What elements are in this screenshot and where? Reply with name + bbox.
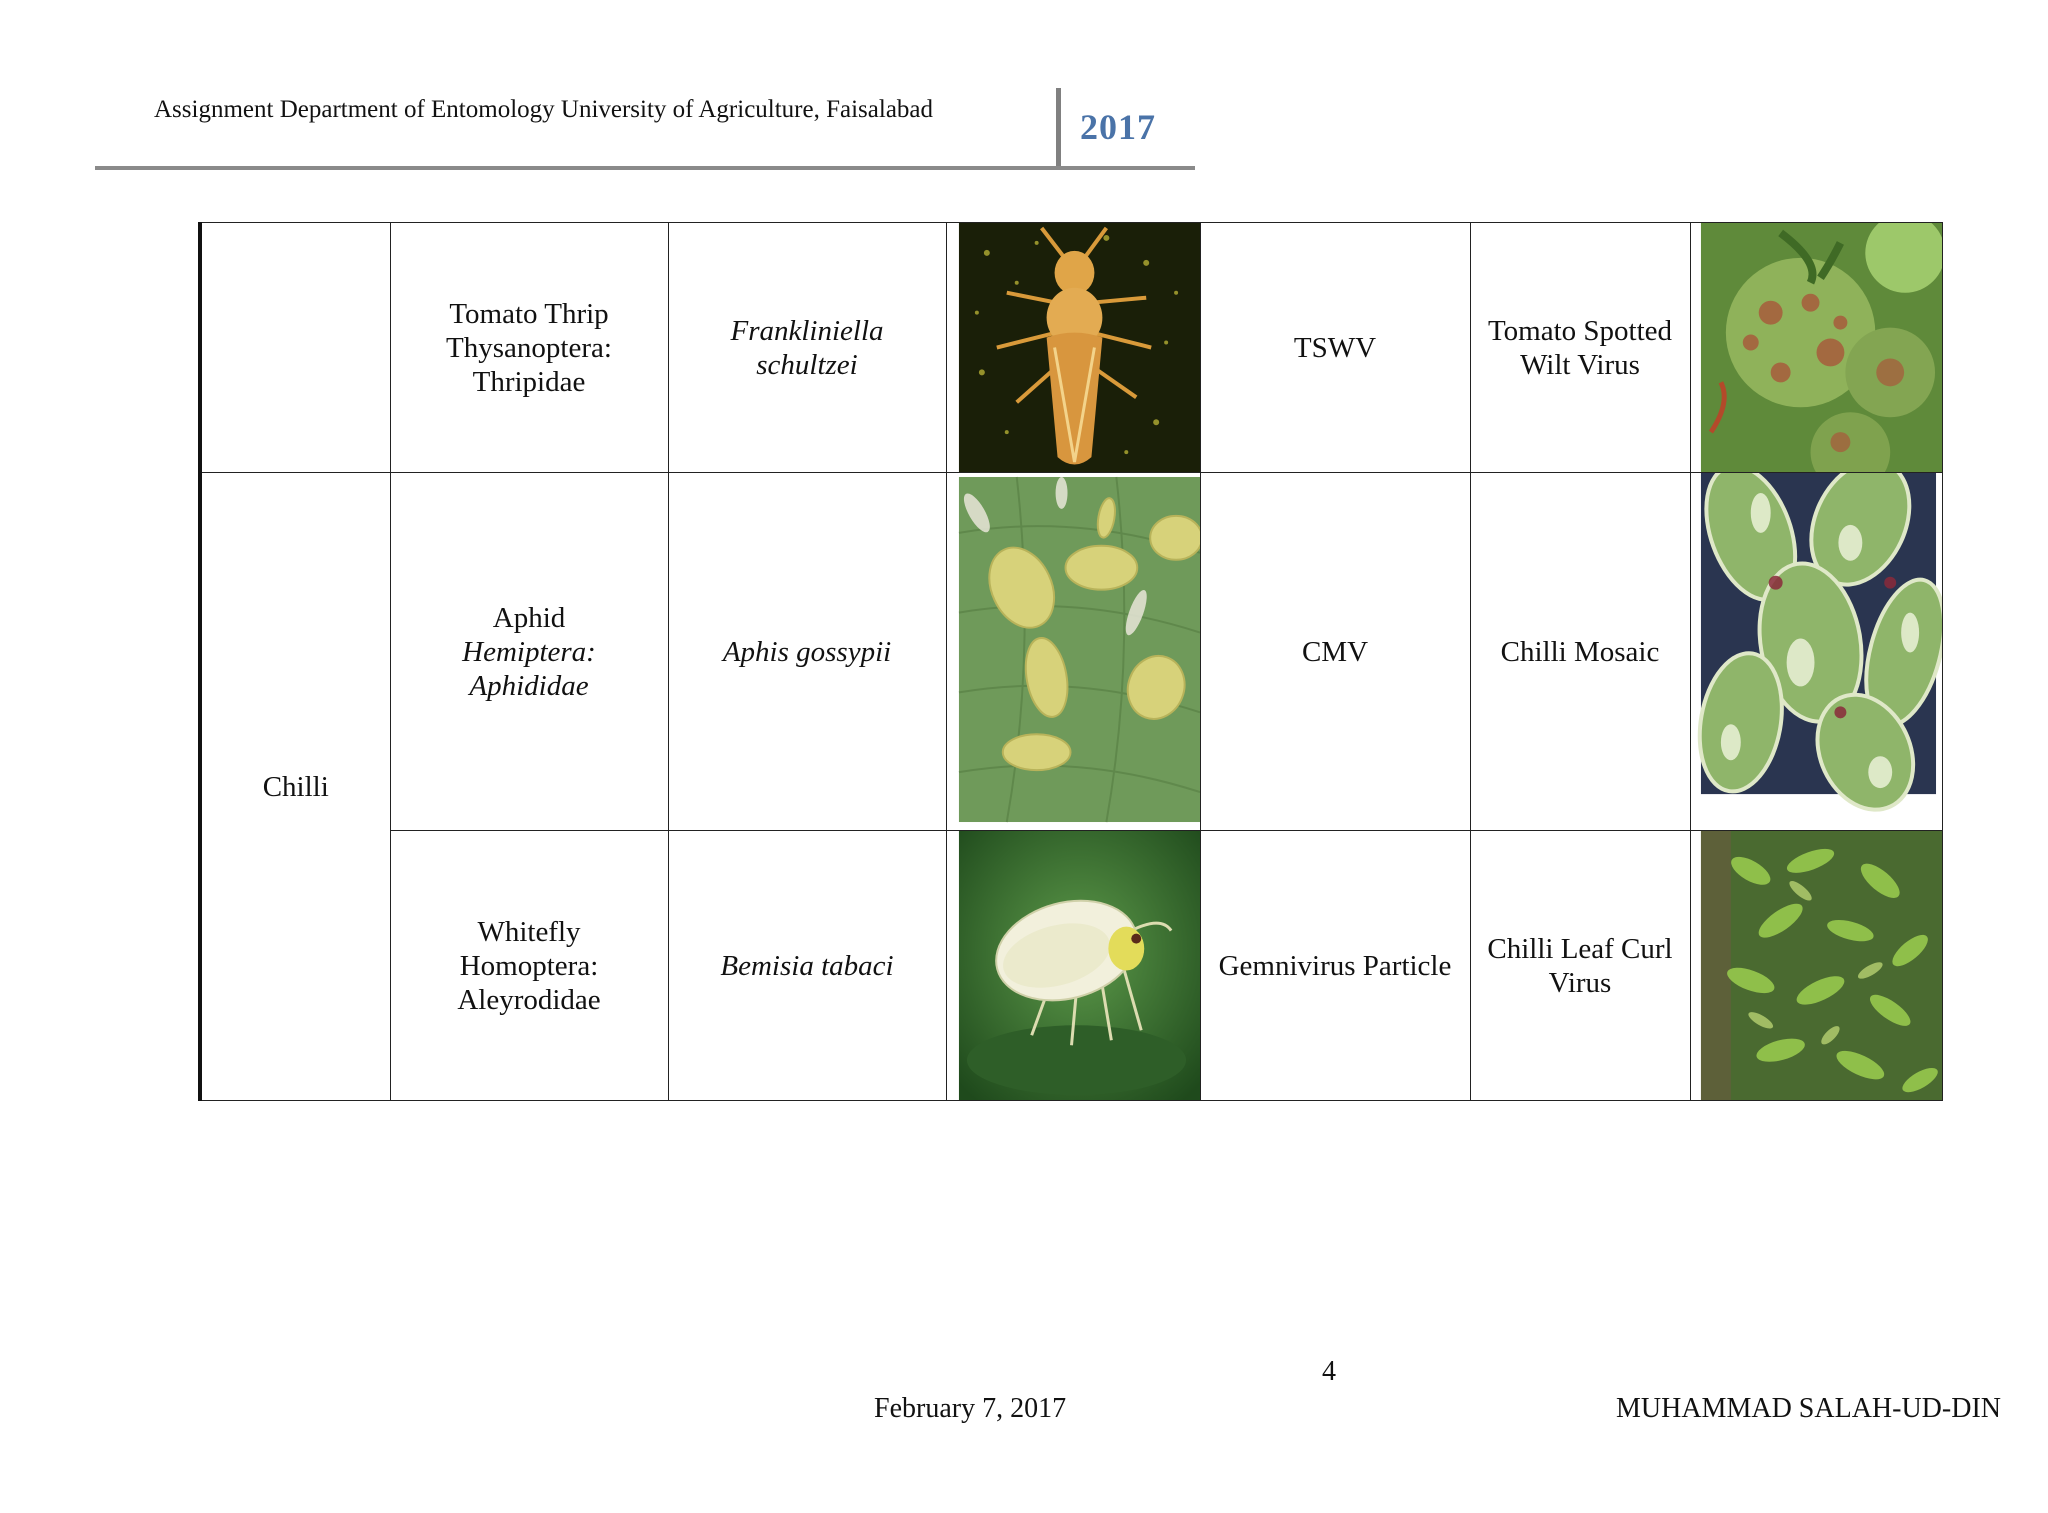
disease-cell: Tomato Spotted Wilt Virus [1470,223,1690,473]
pest-virus-table [198,222,1943,1101]
page-number: 4 [1322,1356,1336,1387]
header-title: Assignment Department of Entomology University of Agriculture, Faisalabad [154,96,934,123]
crop-cell-empty [200,223,390,473]
header-year: 2017 [1080,107,1156,147]
pest-order: Homoptera: [459,949,599,982]
crop-cell: Chilli [200,473,390,1101]
pest-family: Thripidae [472,365,586,398]
mosaic-leaves-photo [1691,473,1942,830]
pest-image-cell [946,831,1200,1101]
thrips-insect-photo [947,223,1200,472]
disease-image-cell [1690,223,1942,473]
pest-family: Aleyrodidae [457,983,601,1016]
header-divider [1056,88,1061,168]
pest-name: Aphid [492,601,566,634]
disease-cell: Chilli Mosaic [1470,473,1690,831]
aphid-colony-photo [947,473,1200,830]
virus-cell: TSWV [1200,223,1470,473]
pest-name: Tomato Thrip [449,297,609,330]
spotted-tomato-photo [1691,223,1942,472]
pest-family: Aphididae [469,669,589,702]
pest-image-cell [946,223,1200,473]
virus-cell: Gemnivirus Particle [1200,831,1470,1101]
footer-date: February 7, 2017 [874,1393,1067,1424]
table-row [200,473,1942,831]
table-row [200,831,1942,1101]
disease-image-cell [1690,473,1942,831]
pest-name: Whitefly [477,915,581,948]
leaf-curl-plant-photo [1691,831,1942,1100]
whitefly-insect-photo [947,831,1200,1100]
disease-image-cell [1690,831,1942,1101]
scientific-name-cell: Bemisia tabaci [668,831,946,1101]
pest-name-cell [390,223,668,473]
pest-name-cell [390,473,668,831]
footer-author: MUHAMMAD SALAH-UD-DIN [1616,1393,2001,1424]
scientific-name-cell: Aphis gossypii [668,473,946,831]
pest-image-cell [946,473,1200,831]
pest-name-cell [390,831,668,1101]
pest-order: Hemiptera: [462,635,596,668]
scientific-name-cell: Frankliniella schultzei [668,223,946,473]
disease-cell: Chilli Leaf Curl Virus [1470,831,1690,1101]
pest-order: Thysanoptera: [446,331,612,364]
table-row [200,223,1942,473]
virus-cell: CMV [1200,473,1470,831]
header-rule [95,166,1195,170]
